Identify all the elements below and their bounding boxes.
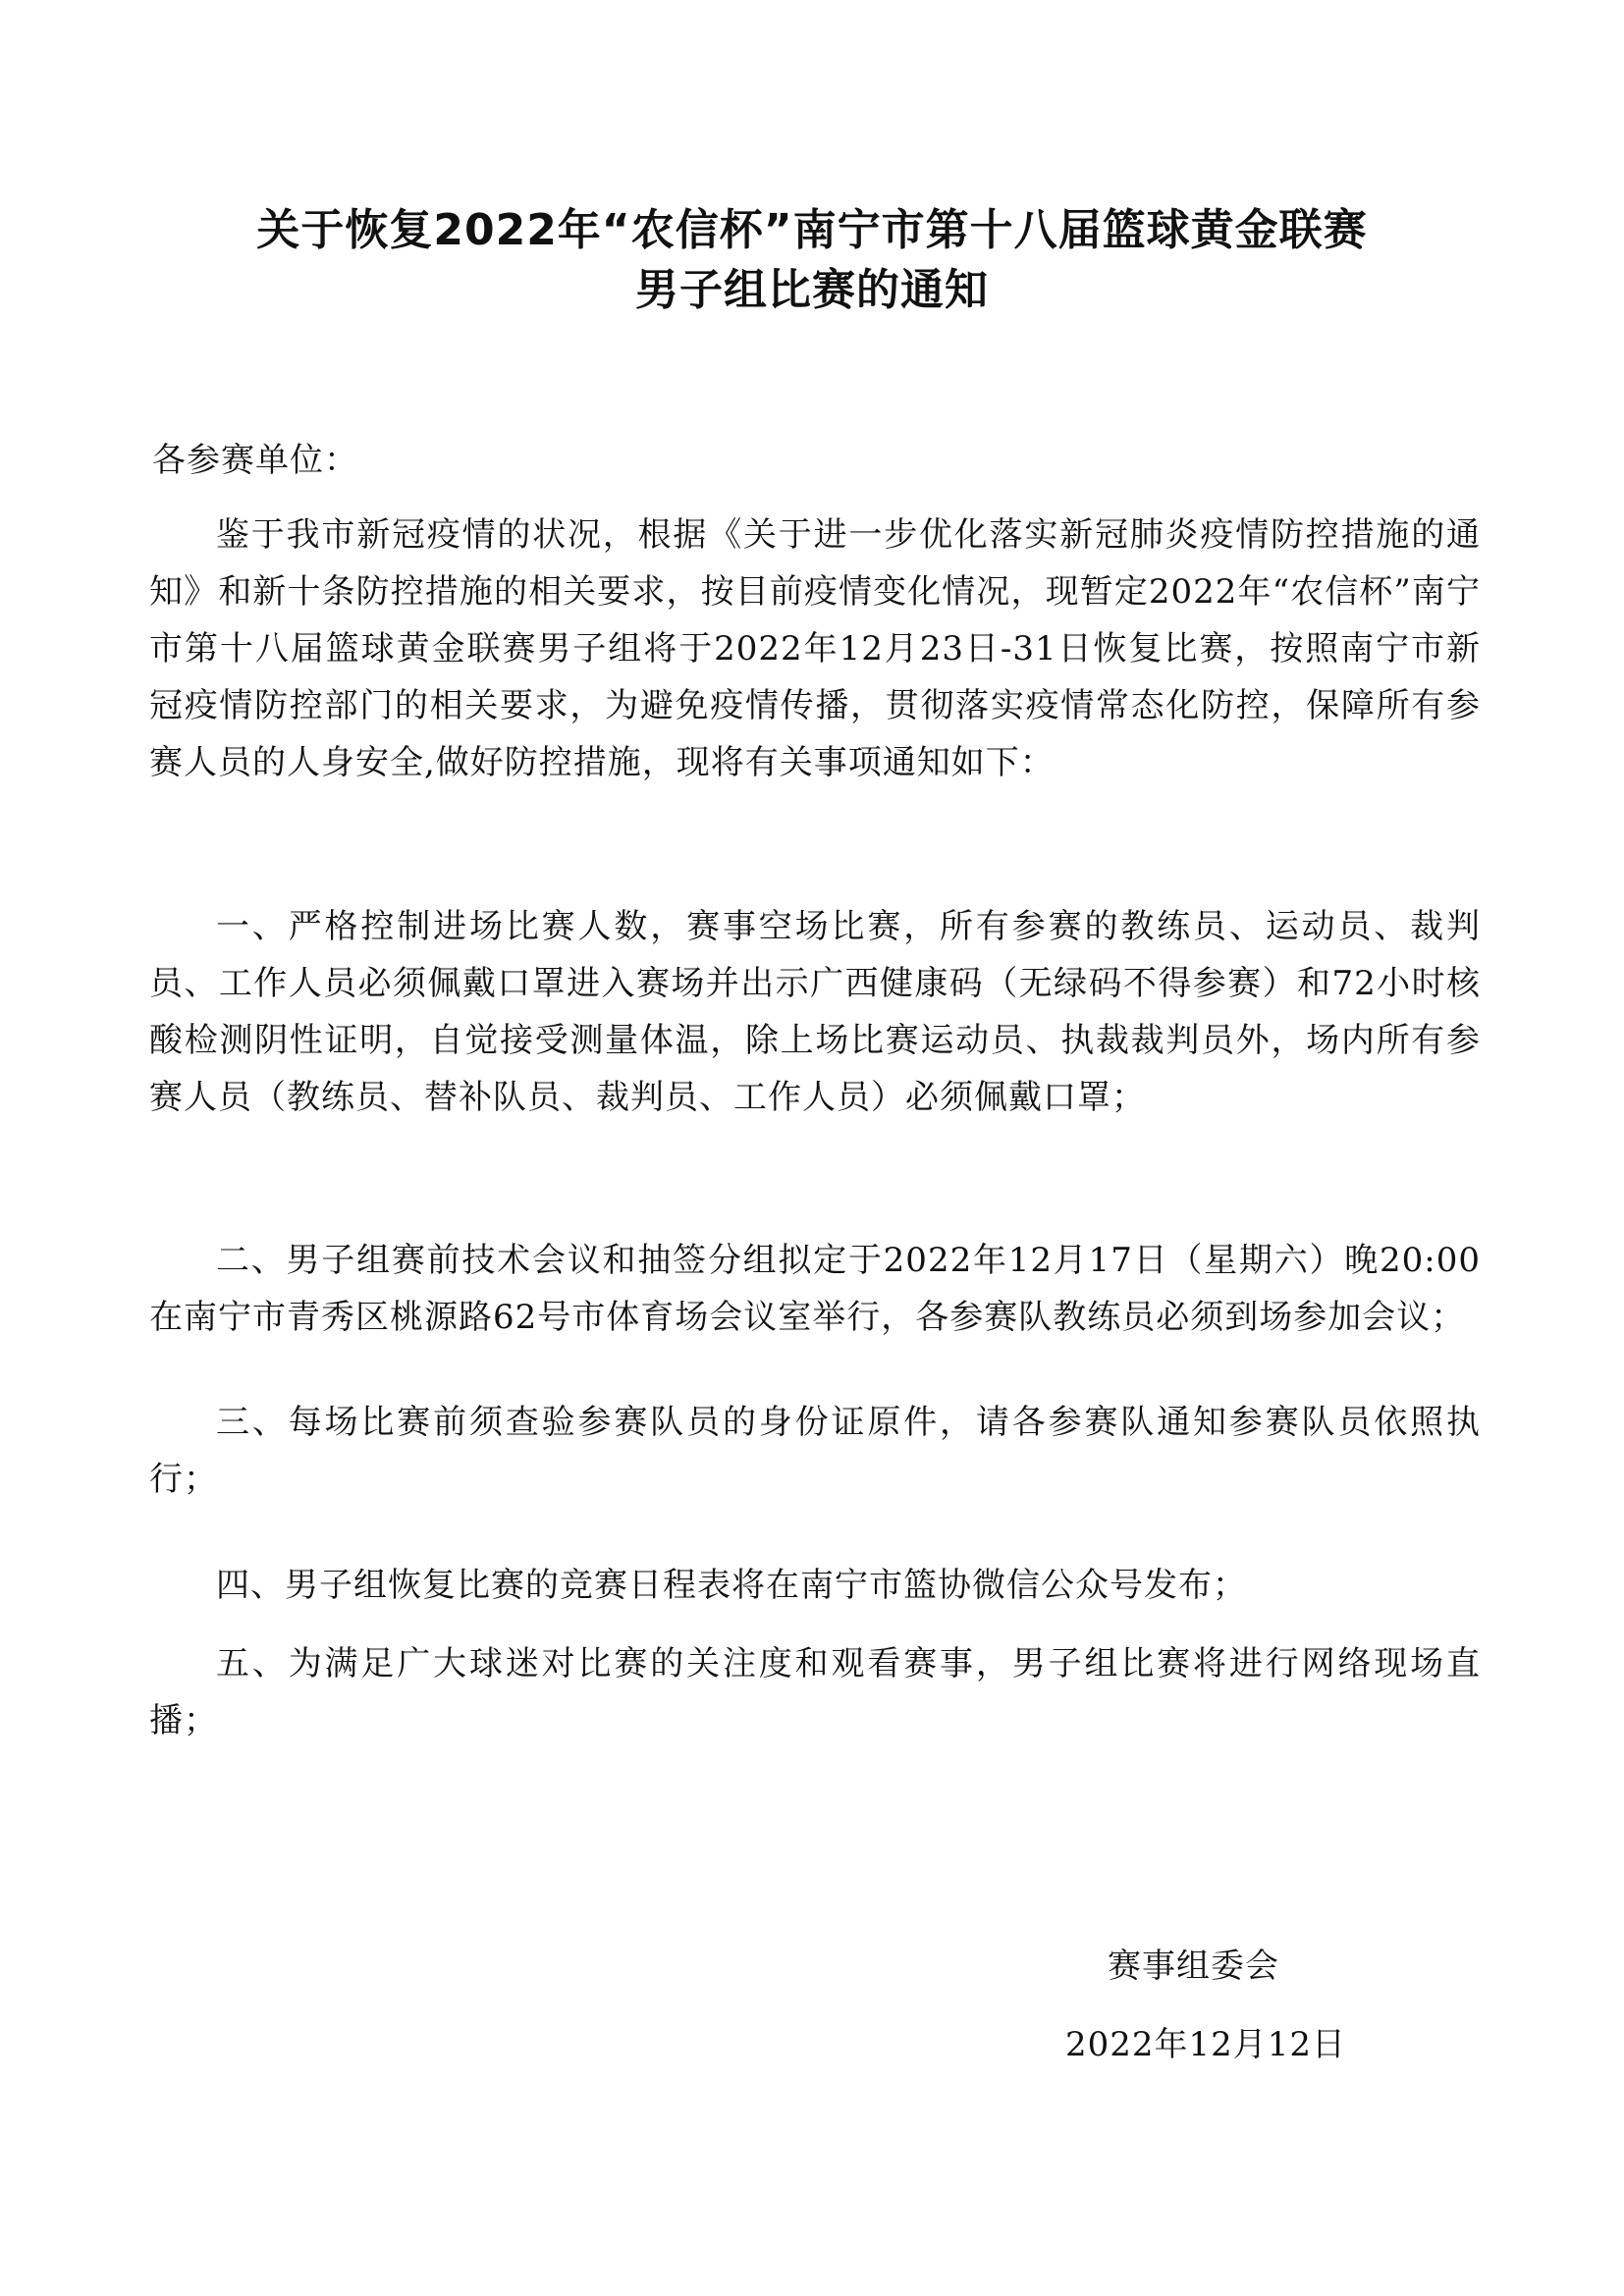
salutation: 各参赛单位：: [152, 441, 358, 480]
notice-item-3: 三、每场比赛前须查验参赛队员的身份证原件，请各参赛队通知参赛队员依照执行；: [149, 1403, 1481, 1499]
notice-item-1: 一、严格控制进场比赛人数，赛事空场比赛，所有参赛的教练员、运动员、裁判员、工作人员必须佩戴口罩进入赛场并出示广西健康码（无绿码不得参赛）和72小时核酸检测阴性证明，自觉接受测量体温，除上场比赛运动员、执裁裁判员外，场内所有参赛人员（教练员、替补队员、裁判员、工作人员）必须佩戴口罩；: [149, 907, 1481, 1117]
intro-paragraph: 鉴于我市新冠疫情的状况，根据《关于进一步优化落实新冠肺炎疫情防控措施的通知》和新十条防控措施的相关要求，按目前疫情变化情况，现暂定2022年“农信杯”南宁市第十八届篮球黄金联赛男子组将于2022年12月23日-31日恢复比赛，按照南宁市新冠疫情防控部门的相关要求，为避免疫情传播，贯彻落实疫情常态化防控，保障所有参赛人员的人身安全,做好防控措施，现将有关事项通知如下：: [149, 515, 1481, 782]
document-title-line-1: 关于恢复2022年“农信杯”南宁市第十八届篮球黄金联赛: [256, 205, 1368, 255]
document-title-line-2: 男子组比赛的通知: [635, 265, 989, 315]
notice-item-4: 四、男子组恢复比赛的竞赛日程表将在南宁市篮协微信公众号发布；: [216, 1566, 1247, 1605]
signature-organization: 赛事组委会: [1108, 1947, 1279, 1986]
signature-date: 2022年12月12日: [1065, 2025, 1347, 2064]
notice-item-2: 二、男子组赛前技术会议和抽签分组拟定于2022年12月17日（星期六）晚20:00在南宁市青秀区桃源路62号市体育场会议室举行，各参赛队教练员必须到场参加会议；: [149, 1241, 1481, 1337]
notice-item-5: 五、为满足广大球迷对比赛的关注度和观看赛事，男子组比赛将进行网络现场直播；: [149, 1644, 1481, 1740]
